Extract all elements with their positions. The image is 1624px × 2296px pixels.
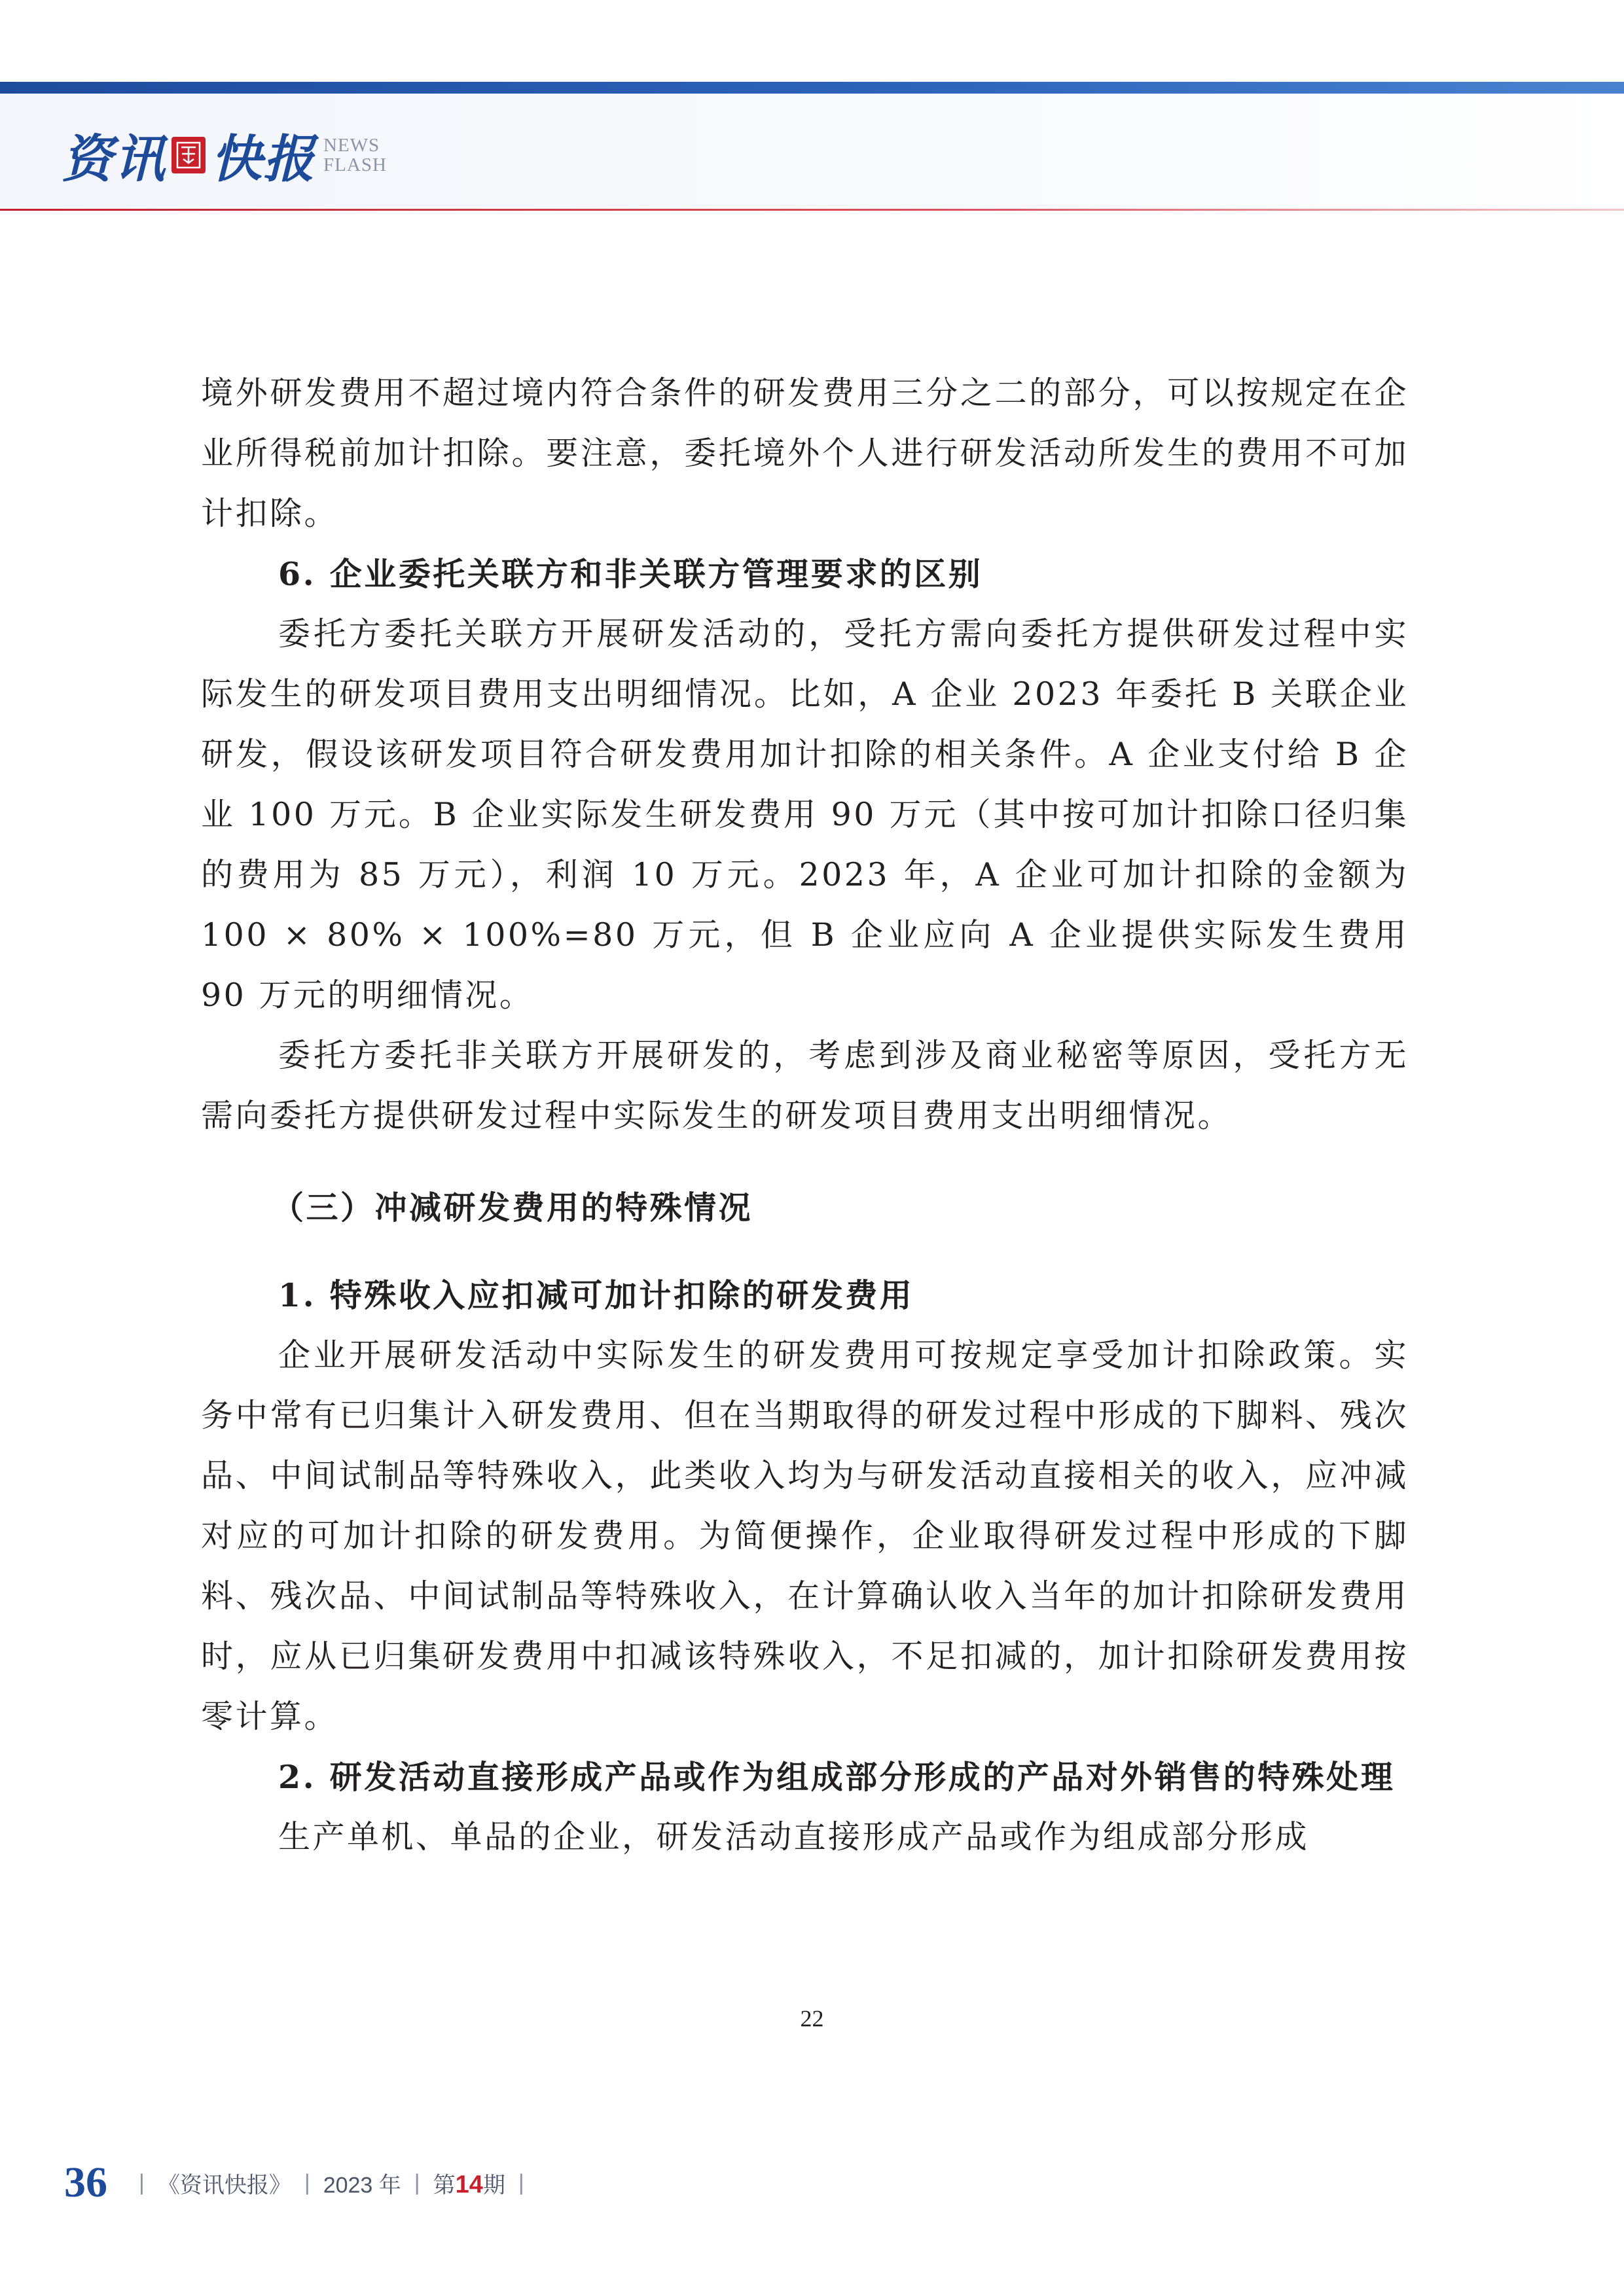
- news-flash-tag: [323, 135, 387, 175]
- footer-issue-suffix: 期: [482, 2172, 505, 2198]
- paragraph-related-party: 委托方委托关联方开展研发活动的，受托方需向委托方提供研发过程中实际发生的研发项目费用支出明细情况。比如，A 企业 2023 年委托 B 关联企业研发，假设该研发项目符合研发费用加计扣除的相关条件。A 企业支付给 B 企业 100 万元。B 企业实际发生研发费用 90 万元（其中按可加计扣除口径归集的费用为 85 万元），利润 10 万元。2023 年，A 企业可加计扣除的金额为 100 × 80% × 100%=80 万元，但 B 企业应向 A 企业提供实际发生费用 90 万元的明细情况。: [201, 615, 1409, 1014]
- section-heading-3: （三）冲减研发费用的特殊情况: [272, 1189, 753, 1227]
- brand-logo: [62, 113, 387, 198]
- article-body: [201, 363, 1409, 1867]
- header-top-bar: [0, 82, 1624, 94]
- paragraph-special-income: 企业开展研发活动中实际发生的研发费用可按规定享受加计扣除政策。实务中常有已归集计入研发费用、但在当期取得的研发过程中形成的下脚料、残次品、中间试制品等特殊收入，此类收入均为与研发活动直接相关的收入，应冲减对应的可加计扣除的研发费用。为简便操作，企业取得研发过程中形成的下脚料、残次品、中间试制品等特殊收入，在计算确认收入当年的加计扣除研发费用时，应从已归集研发费用中扣减该特殊收入，不足扣减的，加计扣除研发费用按零计算。: [201, 1336, 1409, 1735]
- footer-separator: |: [414, 2170, 420, 2195]
- footer-page-number: 36: [64, 2159, 107, 2206]
- heading-item-1: 1. 特殊收入应扣减可加计扣除的研发费用: [278, 1276, 914, 1314]
- news-flash-line2: FLASH: [323, 154, 387, 175]
- brand-word-left: 资讯: [62, 130, 167, 189]
- footer-issue: [433, 2167, 505, 2199]
- footer-separator: |: [139, 2170, 145, 2195]
- header-red-rule: [0, 209, 1624, 211]
- news-flash-line1: NEWS: [323, 135, 380, 156]
- paragraph-continuation: 境外研发费用不超过境内符合条件的研发费用三分之二的部分，可以按规定在企业所得税前加计扣除。要注意，委托境外个人进行研发活动所发生的费用不可加计扣除。: [201, 374, 1409, 532]
- page-footer: [64, 2160, 537, 2206]
- footer-separator: |: [304, 2170, 310, 2195]
- paragraph-non-related-party: 委托方委托非关联方开展研发的，考虑到涉及商业秘密等原因，受托方无需向委托方提供研发过程中实际发生的研发项目费用支出明细情况。: [201, 1037, 1409, 1134]
- heading-item-6: 6. 企业委托关联方和非关联方管理要求的区别: [278, 555, 983, 593]
- seal-stamp-icon: [171, 137, 206, 173]
- brand-word-right: 快报: [211, 130, 316, 189]
- paragraph-single-product: 生产单机、单品的企业，研发活动直接形成产品或作为组成部分形成: [278, 1818, 1310, 1856]
- footer-year: 2023 年: [323, 2172, 401, 2198]
- footer-issue-prefix: 第: [433, 2172, 456, 2198]
- heading-item-2: 2. 研发活动直接形成产品或作为组成部分形成的产品对外销售的特殊处理: [278, 1758, 1396, 1796]
- footer-issue-number: 14: [455, 2170, 483, 2198]
- footer-separator: |: [518, 2170, 524, 2195]
- inner-page-number: 22: [800, 2005, 824, 2032]
- footer-magazine-title: 《资讯快报》: [157, 2172, 291, 2198]
